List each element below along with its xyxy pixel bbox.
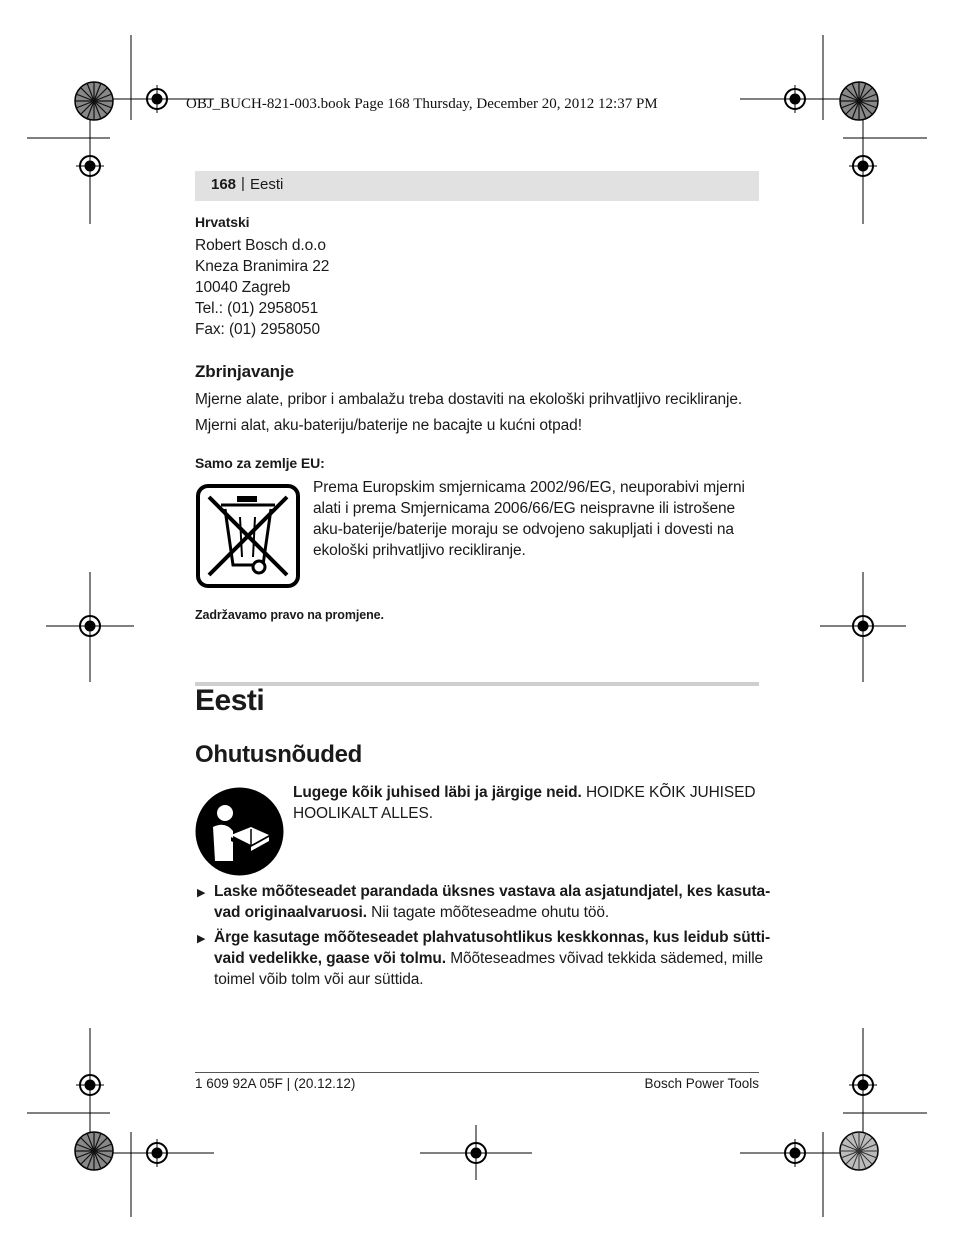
section-subtitle: Ohutusnõuded [195, 741, 363, 768]
bullet-line: toimel võib tolm või aur süttida. [214, 971, 424, 988]
contact-heading: Hrvatski [195, 214, 250, 230]
bullet-arrow-icon: ▶ [197, 933, 206, 945]
section-title: Eesti [195, 684, 265, 717]
disposal-paragraph: Mjerne alate, pribor i ambalažu treba dostaviti na ekološki prihvatljivo recikliranje. [195, 391, 743, 408]
eu-text-line: Prema Europskim smjernicama 2002/96/EG, neuporabivi mjerni [313, 479, 745, 496]
safety-intro-bold: Lugege kõik juhised läbi ja järgige neid. [293, 784, 582, 801]
reserve-note: Zadržavamo pravo na promjene. [195, 608, 384, 622]
footer-left: 1 609 92A 05F | (20.12.12) [195, 1076, 356, 1091]
bullet-text: Nii tagate mõõteseadme ohutu töö. [366, 904, 610, 921]
bullet-bold-text: vad originaalvaruosi. [214, 904, 367, 921]
safety-intro-rest: HOIDKE KÕIK JUHISED [581, 784, 756, 801]
section-rule [195, 682, 759, 686]
eu-heading: Samo za zemlje EU: [195, 455, 325, 471]
header-language: Eesti [250, 176, 284, 193]
page-number: 168 [211, 176, 237, 193]
crossed-bin-icon [195, 483, 301, 589]
bullet-arrow-icon: ▶ [197, 887, 206, 899]
footer-rule [195, 1072, 759, 1073]
disposal-heading: Zbrinjavanje [195, 362, 294, 381]
contact-line: 10040 Zagreb [195, 279, 291, 296]
footer-right: Bosch Power Tools [644, 1076, 759, 1091]
bullet-text: Mõõteseadmes võivad tekkida sädemed, mille [446, 950, 764, 967]
bullet-line: Laske mõõteseadet parandada üksnes vastava ala asjatundjatel, kes kasuta- [214, 883, 771, 900]
contact-line: Robert Bosch d.o.o [195, 237, 326, 254]
contact-line: Kneza Branimira 22 [195, 258, 330, 275]
contact-line: Tel.: (01) 2958051 [195, 300, 319, 317]
header-separator: | [241, 175, 245, 192]
bullet-line [214, 902, 609, 923]
disposal-paragraph: Mjerni alat, aku-bateriju/baterije ne bacajte u kućni otpad! [195, 417, 582, 434]
contact-line: Fax: (01) 2958050 [195, 321, 320, 338]
safety-intro-line-2: HOOLIKALT ALLES. [293, 805, 433, 822]
safety-intro-line-1 [293, 782, 755, 803]
eu-text-line: alati i prema Smjernicama 2006/66/EG neispravne ili istrošene [313, 500, 736, 517]
bullet-line [214, 948, 763, 969]
read-manual-icon [195, 787, 284, 876]
bullet-line: Ärge kasutage mõõteseadet plahvatusohtlikus keskkonnas, kus leidub sütti- [214, 929, 771, 946]
eu-text-line: aku-baterije/baterije moraju se odvojeno sakupljati i dovesti na [313, 521, 734, 538]
file-slug: OBJ_BUCH-821-003.book Page 168 Thursday, December 20, 2012 12:37 PM [186, 96, 658, 112]
bullet-bold-text: vaid vedelikke, gaase või tolmu. [214, 950, 446, 967]
eu-text-line: ekološki prihvatljivo recikliranje. [313, 542, 526, 559]
page-header-bar [195, 171, 759, 201]
